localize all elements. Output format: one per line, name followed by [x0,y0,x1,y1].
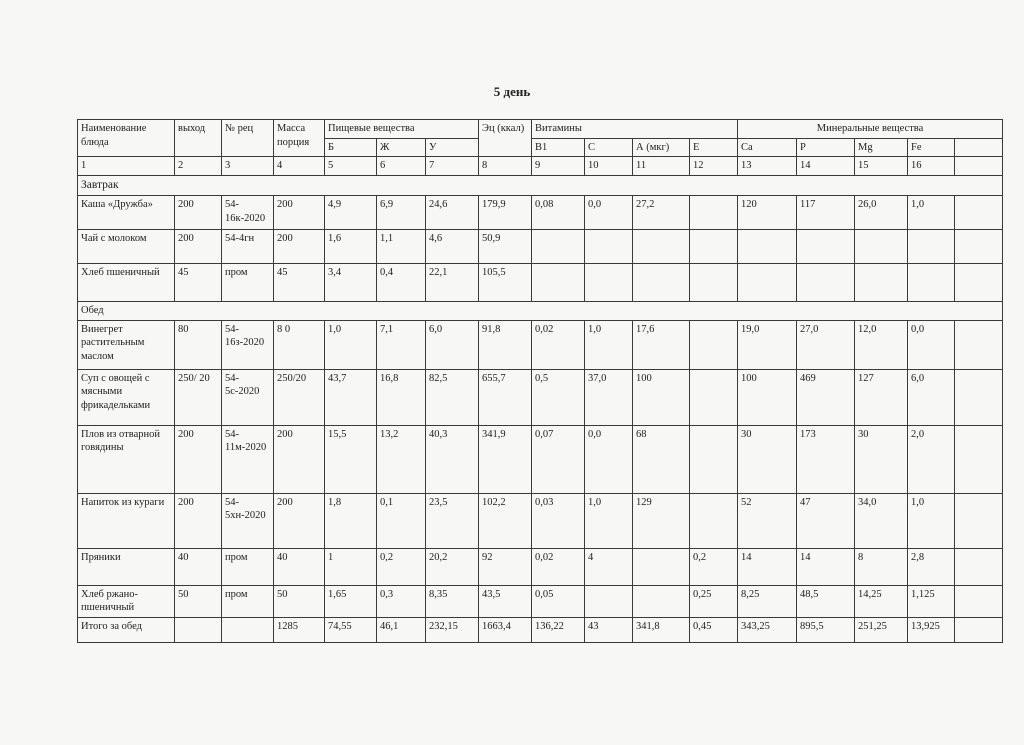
table-cell: 200 [175,229,222,263]
table-cell [855,229,908,263]
table-cell: 40,3 [426,425,479,493]
table-cell: 40 [274,548,325,585]
table-cell: 12 [690,157,738,176]
table-cell [738,263,797,301]
table-cell: пром [222,548,274,585]
table-cell: 129 [633,493,690,548]
table-cell: 0,0 [585,195,633,229]
table-cell: 0,25 [690,585,738,617]
table-cell: 43 [585,617,633,642]
table-cell: 74,55 [325,617,377,642]
table-cell: 8 [855,548,908,585]
table-cell: 15 [855,157,908,176]
table-cell: 1285 [274,617,325,642]
table-cell: 1,0 [585,320,633,369]
table-cell [532,263,585,301]
table-cell: 100 [633,369,690,425]
table-cell: 34,0 [855,493,908,548]
table-cell: 343,25 [738,617,797,642]
table-row [78,229,1003,263]
table-cell: 200 [175,195,222,229]
table-cell: 3 [222,157,274,176]
table-cell: 92 [479,548,532,585]
table-cell: 14,25 [855,585,908,617]
table-cell: 0,02 [532,320,585,369]
table-row [78,263,1003,301]
table-cell: 0,03 [532,493,585,548]
table-cell: 0,02 [532,548,585,585]
table-cell: 43,7 [325,369,377,425]
table-cell [690,425,738,493]
section-breakfast [78,175,1003,195]
table-cell: 54-5с-2020 [222,369,274,425]
table-cell: 91,8 [479,320,532,369]
table-cell: 4,6 [426,229,479,263]
table-cell: 47 [797,493,855,548]
table-cell: 46,1 [377,617,426,642]
table-cell: 50 [175,585,222,617]
table-cell: 9 [532,157,585,176]
table-cell: 0,5 [532,369,585,425]
table-cell: 23,5 [426,493,479,548]
table-cell [690,369,738,425]
table-cell [222,617,274,642]
table-row [78,425,1003,493]
table-cell: 48,5 [797,585,855,617]
table-cell: Каша «Дружба» [78,195,175,229]
table-cell: 7,1 [377,320,426,369]
table-row [78,369,1003,425]
col-header-b1: В1 [532,138,585,157]
table-row [78,320,1003,369]
table-cell: 0,2 [690,548,738,585]
table-cell: 12,0 [855,320,908,369]
col-header-ca: Ca [738,138,797,157]
table-cell [585,263,633,301]
table-cell: 6 [377,157,426,176]
col-header-a: А (мкг) [633,138,690,157]
table-cell: 20,2 [426,548,479,585]
table-cell: 17,6 [633,320,690,369]
table-cell: 120 [738,195,797,229]
column-number-row [78,157,1003,176]
table-cell: 40 [175,548,222,585]
table-cell: 0,08 [532,195,585,229]
table-cell: 1663,4 [479,617,532,642]
col-header-minerals: Минеральные вещества [738,120,1003,139]
col-header-energy: Эц (ккал) [479,120,532,157]
table-cell [690,263,738,301]
table-cell: 1,0 [325,320,377,369]
col-header-fe: Fe [908,138,955,157]
table-cell: 3,4 [325,263,377,301]
table-cell: 341,8 [633,617,690,642]
table-cell [955,425,1003,493]
table-cell: 13,2 [377,425,426,493]
table-cell: 200 [175,425,222,493]
table-cell: 8 [479,157,532,176]
col-header-name: Наименование блюда [78,120,175,157]
table-cell: 6,0 [426,320,479,369]
table-cell [908,229,955,263]
table-cell: 13 [738,157,797,176]
table-cell: 16,8 [377,369,426,425]
page-title: 5 день [493,84,531,99]
table-cell: 10 [585,157,633,176]
table-cell: 30 [738,425,797,493]
table-cell: 30 [855,425,908,493]
table-cell: 232,15 [426,617,479,642]
col-header-c: С [585,138,633,157]
col-header-massa: Масса порция [274,120,325,157]
table-cell: 0,0 [908,320,955,369]
table-cell: 14 [738,548,797,585]
table-cell [955,195,1003,229]
table-cell: 54-16з-2020 [222,320,274,369]
table-cell: 250/ 20 [175,369,222,425]
table-cell: 0,0 [585,425,633,493]
table-cell: 105,5 [479,263,532,301]
table-cell: 655,7 [479,369,532,425]
table-cell [955,548,1003,585]
table-cell: 26,0 [855,195,908,229]
col-header-empty [955,138,1003,157]
table-cell: 8 0 [274,320,325,369]
table-cell: 82,5 [426,369,479,425]
table-cell: 102,2 [479,493,532,548]
table-cell: 136,22 [532,617,585,642]
table-cell: 1,0 [908,195,955,229]
table-cell: 0,45 [690,617,738,642]
table-cell [955,617,1003,642]
table-cell [797,263,855,301]
table-cell: 4 [274,157,325,176]
table-cell: 0,05 [532,585,585,617]
table-cell [633,229,690,263]
table-cell: 27,0 [797,320,855,369]
table-cell: 24,6 [426,195,479,229]
table-cell: 250/20 [274,369,325,425]
table-cell: 45 [175,263,222,301]
table-cell [532,229,585,263]
table-row [78,493,1003,548]
table-cell: 100 [738,369,797,425]
table-cell: Пряники [78,548,175,585]
table-cell [908,263,955,301]
table-cell: Хлеб пшеничный [78,263,175,301]
table-cell: 8,35 [426,585,479,617]
table-cell: 68 [633,425,690,493]
table-cell: 200 [274,229,325,263]
table-cell [738,229,797,263]
header-row-1 [78,120,1003,139]
table-cell: 0,3 [377,585,426,617]
table-cell: 1,1 [377,229,426,263]
total-row [78,617,1003,642]
table-cell: 37,0 [585,369,633,425]
table-cell [633,548,690,585]
table-cell: 6,9 [377,195,426,229]
table-cell: 80 [175,320,222,369]
table-cell: 1,6 [325,229,377,263]
table-cell: Хлеб ржано-пшеничный [78,585,175,617]
table-cell [797,229,855,263]
table-cell: 54-16к-2020 [222,195,274,229]
table-cell [955,229,1003,263]
table-cell: 1,125 [908,585,955,617]
col-header-b: Б [325,138,377,157]
table-cell: 22,1 [426,263,479,301]
table-cell: 5 [325,157,377,176]
section-label: Обед [78,301,1003,320]
col-header-rec: № рец [222,120,274,157]
table-cell: 1 [78,157,175,176]
table-cell: 0,4 [377,263,426,301]
table-cell: 1,0 [908,493,955,548]
col-header-p: P [797,138,855,157]
table-cell: 19,0 [738,320,797,369]
table-cell: пром [222,585,274,617]
table-cell: 469 [797,369,855,425]
table-cell: 16 [908,157,955,176]
table-cell: 50,9 [479,229,532,263]
table-cell: 14 [797,157,855,176]
table-cell: 895,5 [797,617,855,642]
table-cell: 127 [855,369,908,425]
col-header-mg: Mg [855,138,908,157]
table-cell [690,229,738,263]
table-cell [955,263,1003,301]
table-cell: 1 [325,548,377,585]
table-cell: 117 [797,195,855,229]
table-cell: 43,5 [479,585,532,617]
table-cell: 27,2 [633,195,690,229]
table-cell: 1,65 [325,585,377,617]
table-cell: 4,9 [325,195,377,229]
table-cell [955,157,1003,176]
table-cell: 52 [738,493,797,548]
table-cell: 251,25 [855,617,908,642]
table-cell: 4 [585,548,633,585]
table-cell: 54-4гн [222,229,274,263]
table-cell: 200 [274,425,325,493]
col-header-vitamins: Витамины [532,120,738,139]
table-cell: 179,9 [479,195,532,229]
table-cell: 54-5хн-2020 [222,493,274,548]
col-header-u: У [426,138,479,157]
table-cell: 2,0 [908,425,955,493]
table-cell: пром [222,263,274,301]
table-cell: 14 [797,548,855,585]
col-header-e: Е [690,138,738,157]
table-cell: 54-11м-2020 [222,425,274,493]
section-label: Завтрак [78,175,1003,195]
table-cell: 200 [274,195,325,229]
table-cell: 45 [274,263,325,301]
table-cell [855,263,908,301]
section-lunch [78,301,1003,320]
table-cell: 50 [274,585,325,617]
table-cell: 15,5 [325,425,377,493]
table-cell: 6,0 [908,369,955,425]
table-cell [955,369,1003,425]
table-cell [690,195,738,229]
table-cell: 200 [175,493,222,548]
table-cell: Суп с овощей с мясными фрикадельками [78,369,175,425]
table-row [78,548,1003,585]
table-cell [585,229,633,263]
table-cell [633,263,690,301]
table-cell: 13,925 [908,617,955,642]
table-cell: 1,0 [585,493,633,548]
table-cell: 200 [274,493,325,548]
table-cell: Итого за обед [78,617,175,642]
table-cell [955,320,1003,369]
table-cell: Чай с молоком [78,229,175,263]
col-header-nutrients: Пищевые вещества [325,120,479,139]
table-cell: 0,2 [377,548,426,585]
table-cell: 0,07 [532,425,585,493]
table-cell: 173 [797,425,855,493]
table-cell: Плов из отварной говядины [78,425,175,493]
table-cell: 7 [426,157,479,176]
table-cell: Винегрет растительным маслом [78,320,175,369]
table-cell [955,585,1003,617]
table-row [78,195,1003,229]
table-cell: 0,1 [377,493,426,548]
table-cell: 11 [633,157,690,176]
table-cell [633,585,690,617]
table-cell: Напиток из кураги [78,493,175,548]
table-cell: 8,25 [738,585,797,617]
table-cell [175,617,222,642]
col-header-zh: Ж [377,138,426,157]
table-cell [690,320,738,369]
table-cell [690,493,738,548]
table-cell: 341,9 [479,425,532,493]
col-header-vyhod: выход [175,120,222,157]
table-cell: 2,8 [908,548,955,585]
table-cell [955,493,1003,548]
menu-table [77,119,1003,643]
table-cell: 2 [175,157,222,176]
table-cell [585,585,633,617]
table-row [78,585,1003,617]
table-cell: 1,8 [325,493,377,548]
